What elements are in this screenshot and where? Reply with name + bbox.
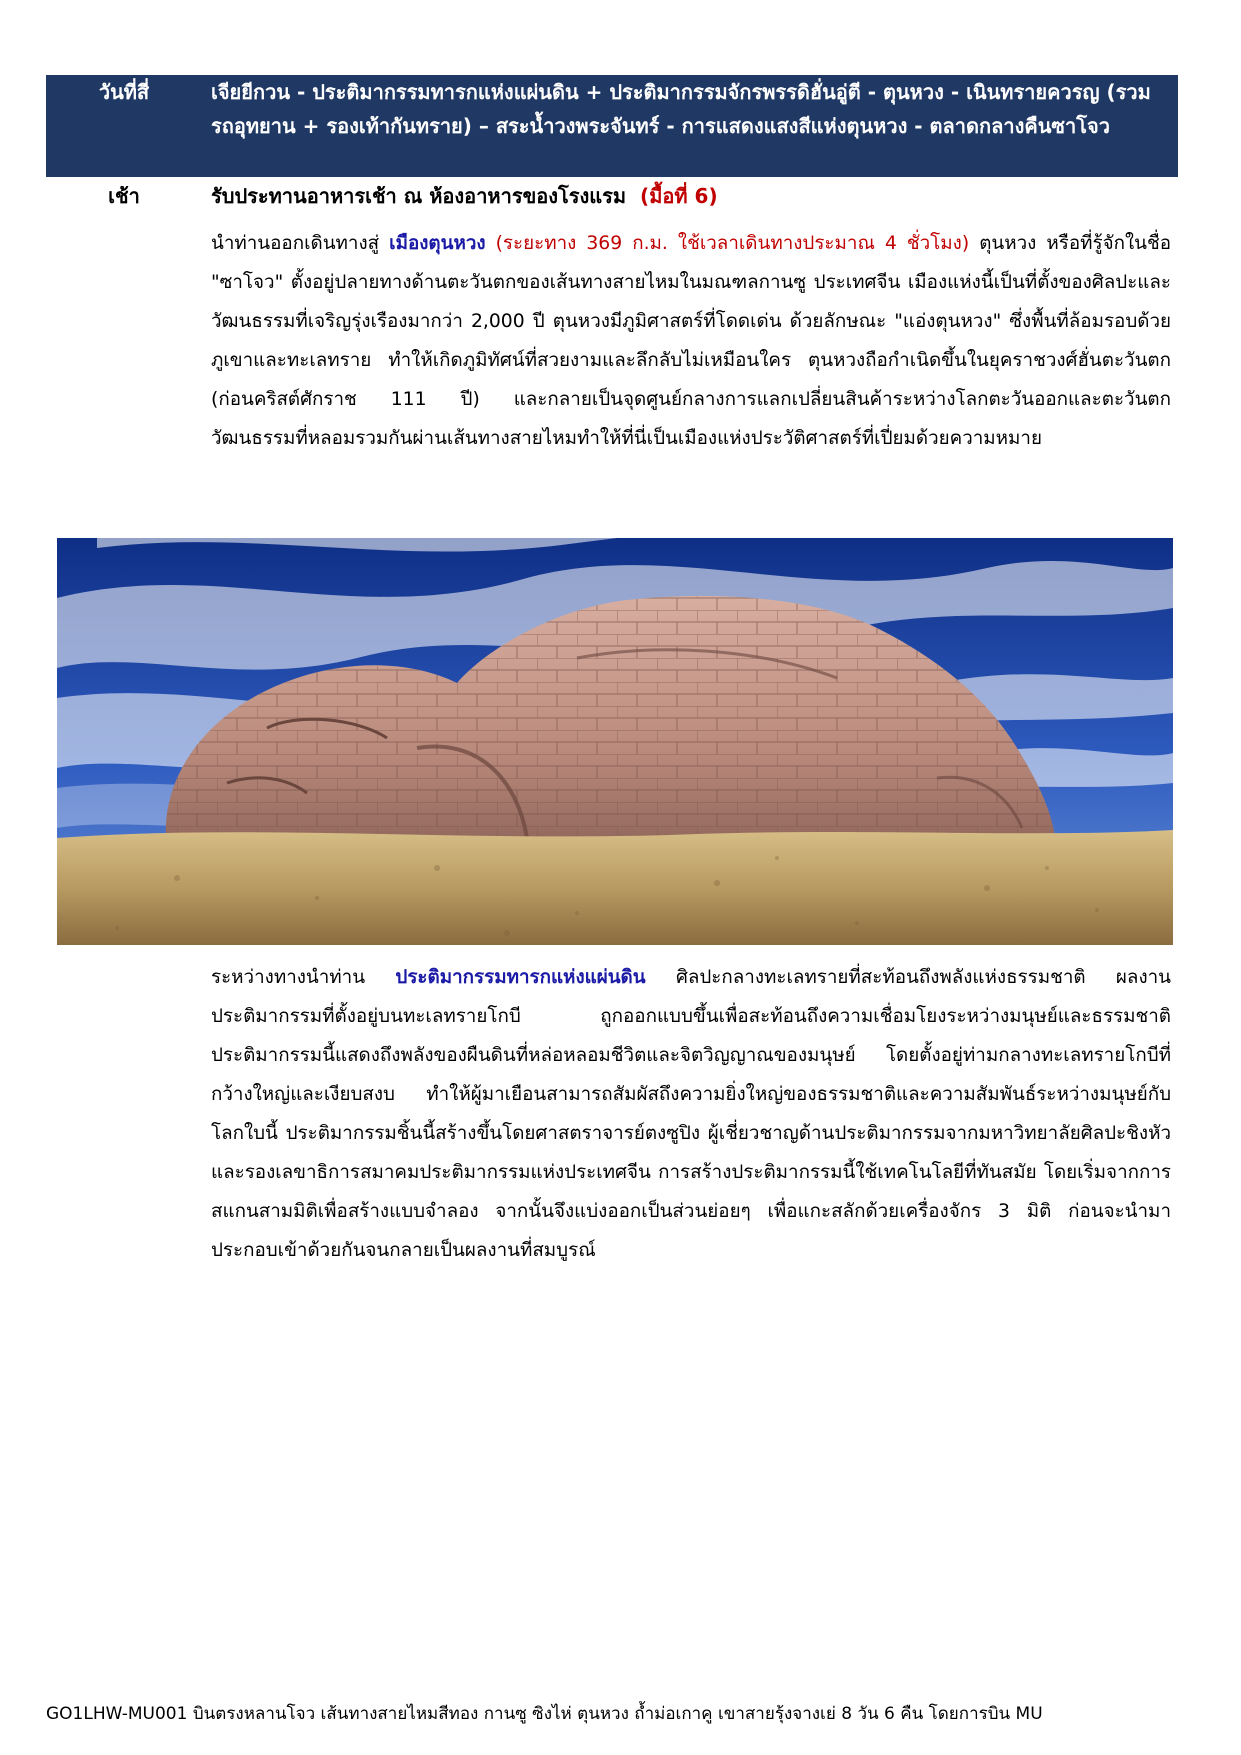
paragraph-sculpture-body: ศิลปะกลางทะเลทรายที่สะท้อนถึงพลังแห่งธรรมชาติ ผลงานประติมากรรมที่ตั้งอยู่บนทะเลทรายโกบี ถูกออกแบบขึ้นเพื่อสะท้อนถึงความเชื่อมโยงระหว่างมนุษย์และธรรมชาติ ประติมากรรมนี้แสดงถึงพลังของผืนดินที่หล่อหลอมชีวิตและจิตวิญญาณของมนุษย์ โดยตั้งอยู่ท่ามกลางทะเลทรายโกบีที่กว้างใหญ่และเงียบสงบ ทำให้ผู้มาเยือนสามารถสัมผัสถึงความยิ่งใหญ่ของธรรมชาติและความสัมพันธ์ระหว่างมนุษย์กับโลกใบนี้ ประติมากรรมชิ้นนี้สร้างขึ้นโดยศาสตราจารย์ตงซูปิง ผู้เชี่ยวชาญด้านประติมากรรมจากมหาวิทยาลัยศิลปะชิงหัว และรองเลขาธิการสมาคมประติมากรรมแห่งประเทศจีน การสร้างประติมากรรมนี้ใช้เทคโนโลยีที่ทันสมัย โดยเริ่มจากการสแกนสามมิติเพื่อสร้างแบบจำลอง จากนั้นจึงแบ่งออกเป็นส่วนย่อยๆ เพื่อแกะสลักด้วยเครื่องจักร 3 มิติ ก่อนจะนำมาประกอบเข้าด้วยกันจนกลายเป็นผลงานที่สมบูรณ์: [211, 967, 1171, 1261]
page-footer: GO1LHW-MU001 บินตรงหลานโจว เส้นทางสายไหมสีทอง กานซู ซิงไห่ ตุนหวง ถ้ำม่อเกาคู เขาสายรุ้งจางเย่ 8 วัน 6 คืน โดยการบิน MU: [46, 1704, 1043, 1724]
distance-note: (ระยะทาง 369 ก.ม. ใช้เวลาเดินทางประมาณ 4 ชั่วโมง): [495, 233, 970, 254]
place-sculpture: ประติมากรรมทารกแห่งแผ่นดิน: [395, 967, 646, 988]
meal-label: เช้า: [108, 184, 140, 208]
paragraph-dunhuang-intro: นำท่านออกเดินทางสู่: [211, 233, 380, 254]
day-title: เจียยีกวน - ประติมากรรมทารกแห่งแผ่นดิน + ประติมากรรมจักรพรรดิฮั่นอู่ตี - ตุนหวง - เนินทรายควรญ (รวมรถอุทยาน + รองเท้ากันทราย) – สระน้ำวงพระจันทร์ - การแสดงแสงสีแห่งตุนหวง - ตลาดกลางคืนซาโจว: [211, 80, 1151, 138]
paragraph-sculpture-intro: ระหว่างทางนำท่าน: [211, 967, 366, 988]
day-label: วันที่สี่: [98, 80, 150, 104]
paragraph-dunhuang-body: ตุนหวง หรือที่รู้จักในชื่อ "ซาโจว" ตั้งอยู่ปลายทางด้านตะวันตกของเส้นทางสายไหมในมณฑลกานซู ประเทศจีน เมืองแห่งนี้เป็นที่ตั้งของศิลปะและวัฒนธรรมที่เจริญรุ่งเรืองมากว่า 2,000 ปี ตุนหวงมีภูมิศาสตร์ที่โดดเด่น ด้วยลักษณะ "แอ่งตุนหวง" ซึ่งพื้นที่ล้อมรอบด้วยภูเขาและทะเลทราย ทำให้เกิดภูมิทัศน์ที่สวยงามและลึกลับไม่เหมือนใคร ตุนหวงถือกำเนิดขึ้นในยุคราชวงศ์ฮั่นตะวันตก (ก่อนคริสต์ศักราช 111 ปี) และกลายเป็นจุดศูนย์กลางการแลกเปลี่ยนสินค้าระหว่างโลกตะวันออกและตะวันตก วัฒนธรรมที่หลอมรวมกันผ่านเส้นทางสายไหมทำให้ที่นี่เป็นเมืองแห่งประวัติศาสตร์ที่เปี่ยมด้วยความหมาย: [211, 233, 1171, 449]
place-dunhuang: เมืองตุนหวง: [389, 233, 486, 254]
paragraph-dunhuang: [211, 224, 1171, 458]
meal-text: รับประทานอาหารเช้า ณ ห้องอาหารของโรงแรม: [211, 184, 627, 208]
paragraph-sculpture: [211, 958, 1171, 1270]
sleeping-baby-sculpture-photo: [57, 538, 1173, 945]
meal-line: [211, 179, 1171, 213]
meal-note: (มื้อที่ 6): [640, 184, 718, 208]
